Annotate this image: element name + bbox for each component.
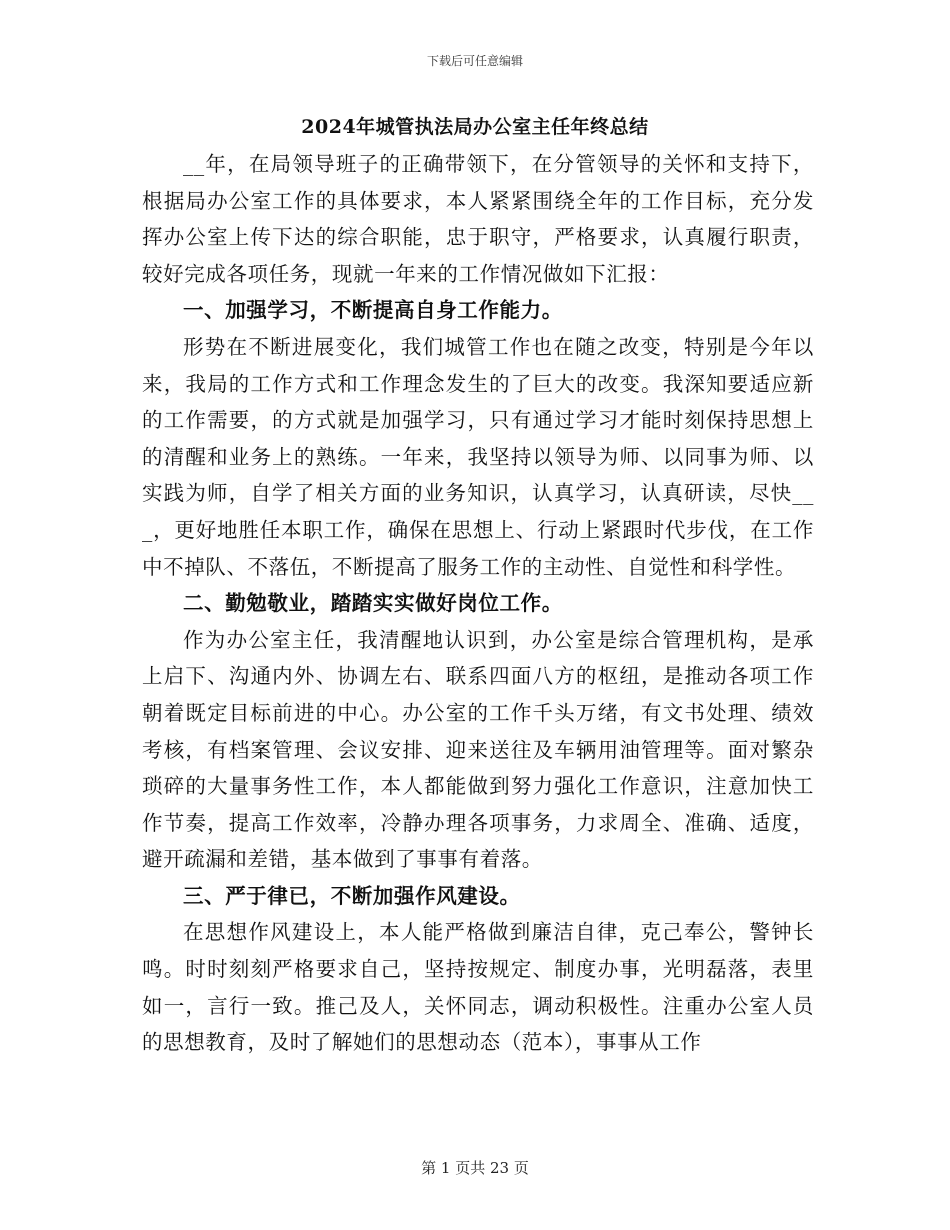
page-header-note: 下载后可任意编辑 [426, 54, 523, 68]
page-number: 第 1 页共 23 页 [421, 1159, 529, 1177]
section-3-heading: 三、严于律已，不断加强作风建设。 [183, 883, 521, 908]
document-body [142, 146, 814, 1061]
section-1-heading: 一、加强学习，不断提高自身工作能力。 [183, 298, 563, 323]
section-3-body: 在思想作风建设上，本人能严格做到廉洁自律，克己奉公，警钟长鸣。时时刻刻严格要求自己，坚持按规定、制度办事，光明磊落，表里如一，言行一致。推己及人，关怀同志，调动积极性。注重办公室人员的思想教育，及时了解她们的思想动态（范本），事事从工作 [142, 920, 814, 1055]
section-2-body: 作为办公室主任，我清醒地认识到，办公室是综合管理机构，是承上启下、沟通内外、协调左右、联系四面八方的枢纽，是推动各项工作朝着既定目标前进的中心。办公室的工作千头万绪，有文书处理、绩效考核，有档案管理、会议安排、迎来送往及车辆用油管理等。面对繁杂琐碎的大量事务性工作，本人都能做到努力强化工作意识，注意加快工作节奏，提高工作效率，冷静办理各项事务，力求周全、准确、适度，避开疏漏和差错，基本做到了事事有着落。 [142, 627, 814, 872]
document-title: 2024年城管执法局办公室主任年终总结 [301, 116, 649, 138]
section-2-heading: 二、勤勉敬业，踏踏实实做好岗位工作。 [183, 591, 563, 616]
section-1-body: 形势在不断进展变化，我们城管工作也在随之改变，特别是今年以来，我局的工作方式和工作理念发生的了巨大的改变。我深知要适应新的工作需要，的方式就是加强学习，只有通过学习才能时刻保持思想上的清醒和业务上的熟练。一年来，我坚持以领导为师、以同事为师、以实践为师，自学了相关方面的业务知识，认真学习，认真研读，尽快___，更好地胜任本职工作，确保在思想上、行动上紧跟时代步伐，在工作中不掉队、不落伍，不断提高了服务工作的主动性、自觉性和科学性。 [142, 334, 814, 579]
intro-paragraph: __年，在局领导班子的正确带领下，在分管领导的关怀和支持下，根据局办公室工作的具体要求，本人紧紧围绕全年的工作目标，充分发挥办公室上传下达的综合职能，忠于职守，严格要求，认真履行职责，较好完成各项任务，现就一年来的工作情况做如下汇报： [142, 152, 814, 286]
